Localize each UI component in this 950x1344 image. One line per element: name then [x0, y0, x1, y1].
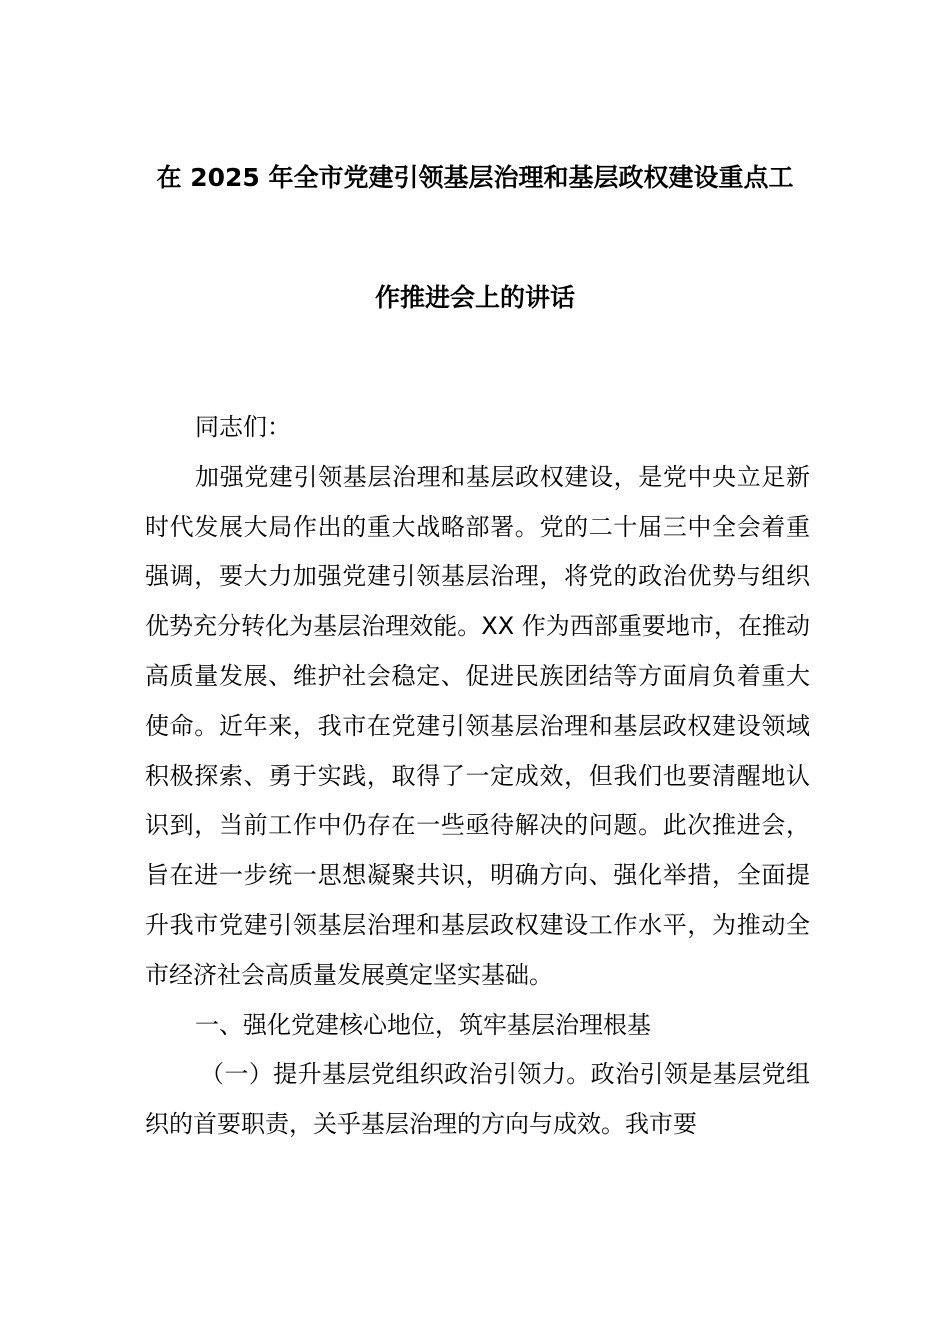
salutation: 同志们： [195, 413, 291, 441]
body-paragraph: 加强党建引领基层治理和基层政权建设，是党中央立足新时代发展大局作出的重大战略部署。党的二十届三中全会着重强调，要大力加强党建引领基层治理，将党的政治优势与组织优势充分转化为基层治理效能。XX 作为西部重要地市，在推动高质量发展、维护社会稳定、促进民族团结等方面肩负着重大使命。近年来，我市在党建引领基层治理和基层政权建设领域积极探索、勇于实践，取得了一定成效，但我们也要清醒地认识到，当前工作中仍存在一些亟待解决的问题。此次推进会，旨在进一步统一思想凝聚共识，明确方向、强化举措，全面提升我市党建引领基层治理和基层政权建设工作水平，为推动全市经济社会高质量发展奠定坚实基础。 [145, 462, 810, 989]
section-heading: 一、强化党建核心地位，筑牢基层治理根基 [195, 1010, 651, 1039]
subsection-paragraph: （一）提升基层党组织政治引领力。政治引领是基层党组织的首要职责，关乎基层治理的方向与成效。我市要 [145, 1060, 810, 1139]
document-title-line-2: 作推进会上的讲话 [374, 283, 575, 312]
document-body [145, 403, 810, 1150]
document-title-line-1: 在 2025 年全市党建引领基层治理和基层政权建设重点工 [156, 163, 794, 192]
